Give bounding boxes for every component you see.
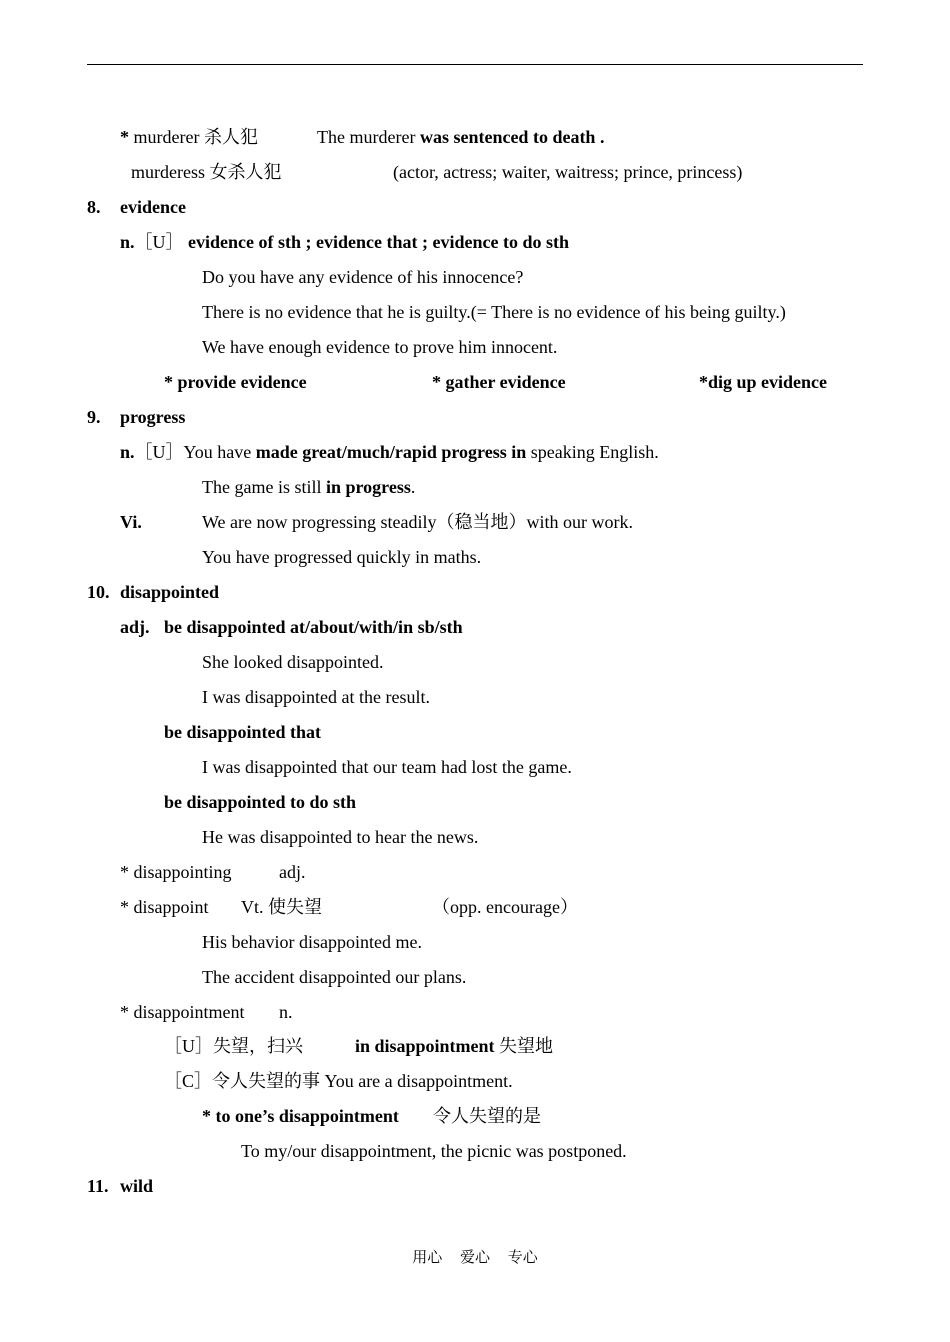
example-sentence: The game is still in progress. <box>202 477 416 497</box>
entry-headword: progress <box>120 407 186 427</box>
entry-headword: disappointed <box>120 582 220 602</box>
derived-word: * disappointing <box>120 862 232 882</box>
usage-pattern: be disappointed to do sth <box>164 792 357 812</box>
entry-murderer: * murderer 杀人犯 <box>120 127 258 147</box>
phrase: * to one’s disappointment <box>202 1106 399 1126</box>
gender-pairs-note: (actor, actress; waiter, waitress; prince, princess) <box>393 162 743 182</box>
sense-uncountable: ［U］失望，扫兴 <box>164 1036 303 1056</box>
entry-murderess: murderess 女杀人犯 <box>131 162 282 182</box>
phrase: in disappointment 失望地 <box>355 1036 554 1056</box>
entry-number: 9. <box>87 407 101 427</box>
example-murderer: The murderer was sentenced to death . <box>317 127 605 147</box>
example-sentence: She looked disappointed. <box>202 652 384 672</box>
example-sentence: We are now progressing steadily（稳当地）with our work. <box>202 512 633 532</box>
usage-pattern: be disappointed that <box>164 722 322 742</box>
entry-number: 10. <box>87 582 110 602</box>
entry-number: 8. <box>87 197 101 217</box>
sense-countable: ［C］令人失望的事 You are a disappointment. <box>164 1071 513 1091</box>
footer-text: 专心 <box>507 1250 538 1266</box>
part-of-speech: Vi. <box>120 512 142 532</box>
entry-headword: evidence <box>120 197 186 217</box>
example-sentence: There is no evidence that he is guilty.(= There is no evidence of his being guilty.) <box>202 302 786 322</box>
entry-headword: wild <box>120 1176 154 1196</box>
derived-pos: adj. <box>279 862 306 882</box>
phrase-definition: 令人失望的是 <box>433 1106 541 1126</box>
derived-word: * disappoint <box>120 897 209 917</box>
example-sentence: You have progressed quickly in maths. <box>202 547 482 567</box>
example-sentence: We have enough evidence to prove him innocent. <box>202 337 558 357</box>
collocation: * gather evidence <box>432 372 566 392</box>
collocation: *dig up evidence <box>699 372 828 392</box>
footer-text: 爱心 <box>459 1250 490 1266</box>
example-sentence: To my/our disappointment, the picnic was postponed. <box>241 1141 627 1161</box>
example-sentence: Do you have any evidence of his innocence? <box>202 267 524 287</box>
part-of-speech: adj. <box>120 617 150 637</box>
page-footer <box>0 1246 950 1267</box>
footer-text: 用心 <box>412 1250 443 1266</box>
example-sentence: I was disappointed that our team had lost the game. <box>202 757 572 777</box>
derived-word: * disappointment <box>120 1002 245 1022</box>
derived-pos: n. <box>279 1002 293 1022</box>
progress-noun-example: n.［U］You have made great/much/rapid progress in speaking English. <box>120 442 659 462</box>
example-sentence: The accident disappointed our plans. <box>202 967 467 987</box>
usage-pattern: be disappointed at/about/with/in sb/sth <box>164 617 463 637</box>
header-rule <box>87 64 863 65</box>
example-sentence: He was disappointed to hear the news. <box>202 827 479 847</box>
example-sentence: I was disappointed at the result. <box>202 687 430 707</box>
evidence-patterns: n.［U］ evidence of sth ; evidence that ; evidence to do sth <box>120 232 569 252</box>
entry-number: 11. <box>87 1176 109 1196</box>
opposite-note: （opp. encourage） <box>432 897 578 917</box>
example-sentence: His behavior disappointed me. <box>202 932 422 952</box>
collocation: * provide evidence <box>164 372 307 392</box>
derived-definition: Vt. 使失望 <box>241 897 322 917</box>
